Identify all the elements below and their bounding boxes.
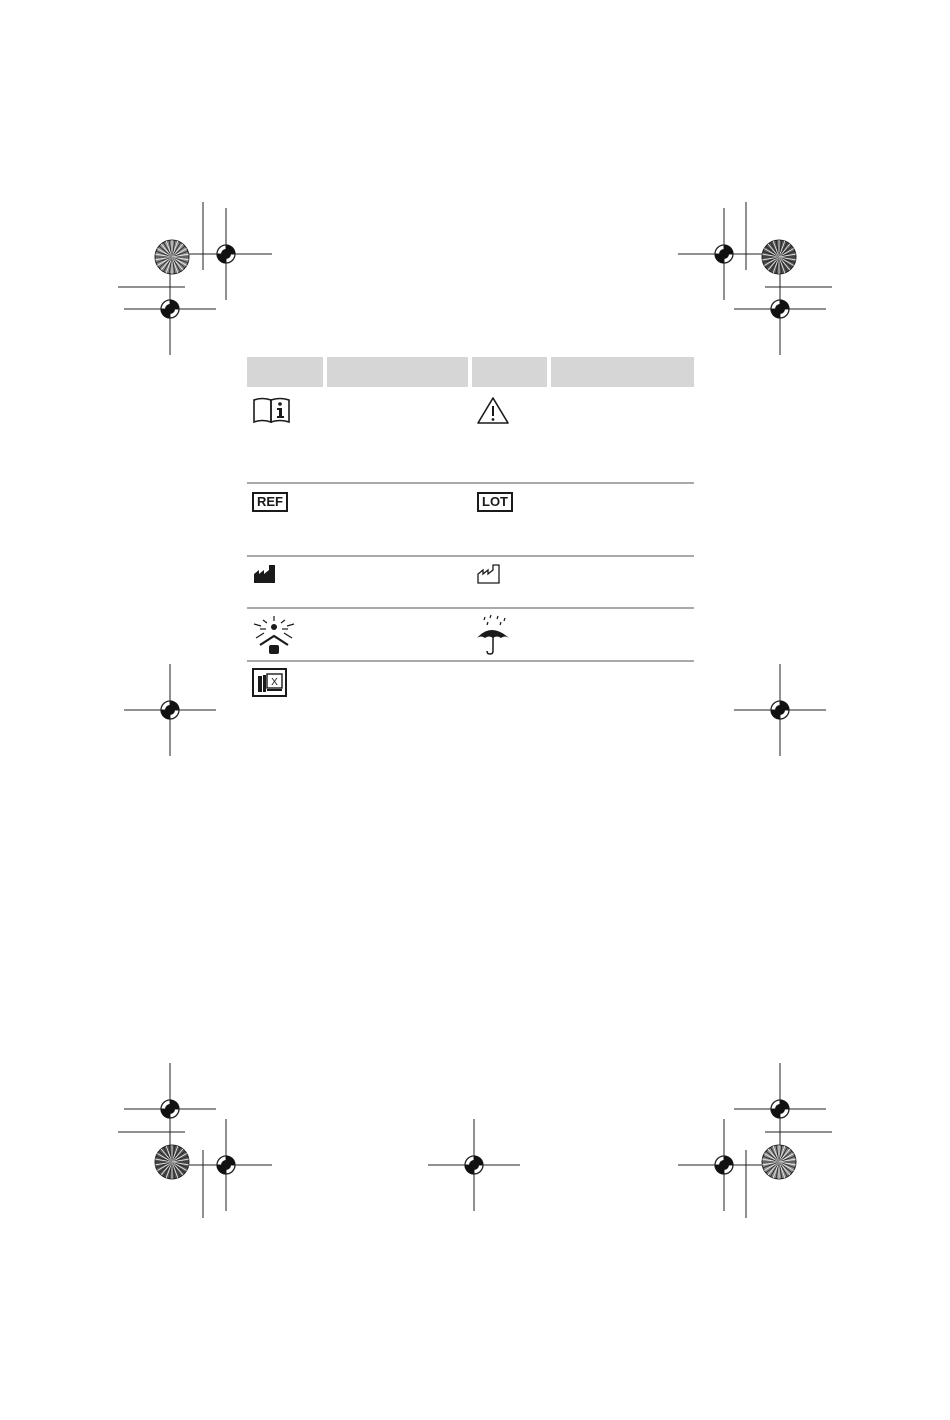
- keep-dry-umbrella-icon: [474, 614, 514, 656]
- do-not-reuse-box-icon: [252, 668, 288, 698]
- row-divider: [247, 607, 694, 609]
- svg-text:X: X: [271, 677, 278, 688]
- consult-instructions-icon: [252, 396, 292, 424]
- date-of-manufacture-icon: [477, 564, 503, 584]
- row-divider: [247, 660, 694, 662]
- star-target: [762, 1145, 796, 1179]
- registration-mark: [124, 664, 216, 756]
- star-target: [762, 240, 796, 274]
- registration-mark: [678, 1119, 770, 1211]
- lot-number-icon: LOT: [477, 492, 513, 512]
- star-target: [155, 1145, 189, 1179]
- row-divider: [247, 555, 694, 557]
- registration-mark: [734, 1063, 826, 1155]
- registration-mark: [734, 664, 826, 756]
- table-header-cell: [551, 357, 694, 387]
- table-header-cell: [247, 357, 323, 387]
- star-target: [155, 240, 189, 274]
- registration-mark: [124, 1063, 216, 1155]
- caution-warning-icon: [476, 396, 510, 426]
- registration-mark: [180, 1119, 272, 1211]
- registration-mark: [180, 208, 272, 300]
- row-divider: [247, 482, 694, 484]
- keep-away-from-sunlight-icon: [250, 614, 298, 656]
- table-header-cell: [327, 357, 468, 387]
- registration-mark: [734, 263, 826, 355]
- reference-number-icon: REF: [252, 492, 288, 512]
- registration-mark: [678, 208, 770, 300]
- registration-mark: [124, 263, 216, 355]
- table-header-cell: [472, 357, 547, 387]
- registration-mark: [428, 1119, 520, 1211]
- manufacturer-icon: [253, 564, 277, 584]
